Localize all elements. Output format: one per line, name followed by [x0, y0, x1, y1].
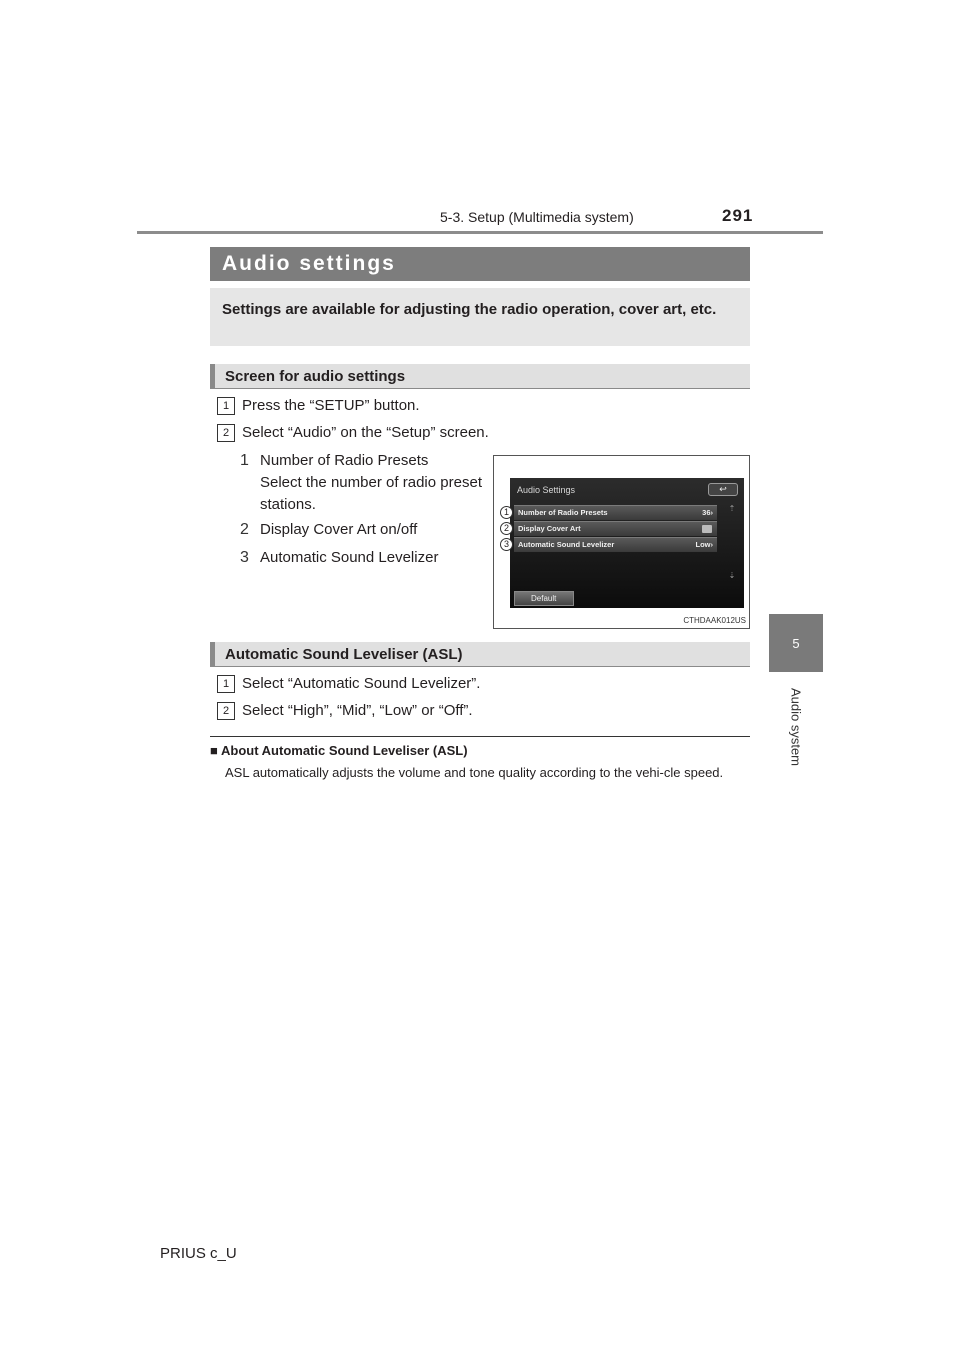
callout-marker: 2 — [500, 522, 513, 535]
callout-marker: 3 — [500, 538, 513, 551]
screen-image — [510, 478, 744, 608]
screen-title: Audio Settings — [517, 485, 576, 495]
intro-box: Settings are available for adjusting the radio operation, cover art, etc. — [210, 288, 750, 346]
step-number: 2 — [217, 424, 235, 442]
header-rule — [137, 231, 823, 234]
screen-row-radio-presets — [514, 505, 717, 520]
item-marker: 1 — [240, 452, 249, 469]
back-icon: ↩ — [708, 483, 738, 496]
subheading-screen: Screen for audio settings — [210, 364, 750, 389]
note-heading — [210, 743, 468, 758]
chapter-tab-label — [769, 672, 823, 782]
default-button-image: Default — [514, 591, 574, 606]
screen-row-cover-art — [514, 521, 717, 536]
note-body: ASL automatically adjusts the volume and tone quality according to the vehi-cle speed. — [225, 765, 724, 780]
page-number: 291 — [722, 206, 754, 225]
step-text: Select “High”, “Mid”, “Low” or “Off”. — [242, 702, 473, 719]
screen-row-label: Display Cover Art — [518, 524, 581, 533]
scroll-up-icon: ⇡ — [728, 504, 736, 513]
page-title: Audio settings — [210, 247, 750, 281]
subheading-asl: Automatic Sound Leveliser (ASL) — [210, 642, 750, 667]
screen-row-label: Automatic Sound Levelizer — [518, 540, 615, 549]
step-number: 1 — [217, 397, 235, 415]
step-text: Select “Audio” on the “Setup” screen. — [242, 424, 489, 441]
item-title: Automatic Sound Levelizer — [260, 549, 439, 566]
step-number: 1 — [217, 675, 235, 693]
item-title: Number of Radio Presets — [260, 452, 429, 469]
step-text: Select “Automatic Sound Levelizer”. — [242, 675, 481, 692]
header-section-title: 5-3. Setup (Multimedia system) — [440, 209, 634, 225]
chapter-tab-number: 5 — [769, 614, 823, 672]
screen-row-label: Number of Radio Presets — [518, 508, 608, 517]
item-description: Select the number of radio preset stations. — [260, 474, 482, 513]
callout-marker: 1 — [500, 506, 513, 519]
screen-row-sound-levelizer — [514, 537, 717, 552]
step-number: 2 — [217, 702, 235, 720]
chapter-tab-title: Audio system — [788, 687, 804, 767]
item-title: Display Cover Art on/off — [260, 521, 418, 538]
square-bullet-icon: ■ — [210, 743, 218, 758]
note-divider — [210, 736, 750, 737]
screen-row-value: Low› — [695, 540, 713, 549]
checkbox-icon — [702, 525, 712, 533]
item-marker: 2 — [240, 521, 249, 538]
footer-model: PRIUS c_U — [160, 1245, 237, 1262]
step-text: Press the “SETUP” button. — [242, 397, 420, 414]
note-heading-text: About Automatic Sound Leveliser (ASL) — [221, 743, 468, 758]
scroll-down-icon: ⇣ — [728, 571, 736, 580]
figure-code: CTHDAAK012US — [683, 616, 746, 625]
audio-settings-figure — [493, 455, 750, 629]
screen-row-value: 36› — [702, 508, 713, 517]
item-marker: 3 — [240, 549, 249, 566]
